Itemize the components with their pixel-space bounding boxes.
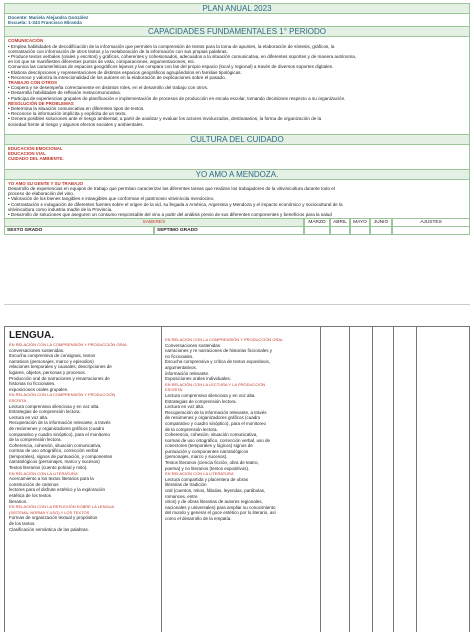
septimo-line: (personajes, marco y sucesos).: [165, 454, 228, 460]
sexto-line: normas de uso ortográfico, corrección verbal: [9, 448, 99, 454]
sexto-line: historias no ficcionales.: [9, 381, 56, 387]
sexto-line: comparativo y cuadro sinóptico), para el monitoreo: [9, 431, 111, 437]
sexto-line: literarios.: [9, 498, 28, 504]
plan-title: PLAN ANUAL 2023: [4, 3, 470, 14]
septimo-line: de la comprensión lectora.: [165, 426, 218, 432]
yo-amo-heading: YO AMO SU GENTE Y SU TRABAJO: [8, 180, 84, 186]
sexto-line: lectores para el disfrute estético y la exploración: [9, 487, 106, 493]
cultura-item: EDUCACION VIAL: [8, 151, 46, 157]
sexto-line: lugares, objetos, personas y procesos.: [9, 369, 87, 375]
sexto-grado-label: SEXTO GRADO: [4, 227, 154, 235]
sexto-line: de los textos.: [9, 521, 36, 526]
sexto-line: estética de los textos: [9, 493, 52, 499]
septimo-line: normas de uso ortográfico, corrección verbal, uso de: [165, 437, 271, 443]
ajustes-header: AJUSTES: [392, 219, 470, 227]
lengua-heading: LENGUA.: [9, 330, 54, 341]
comunicacion-item: Comunica las características de espacios geográficos lejanos y las compara con las del propio espacio (local y regional) a través de diversos soportes digitales.: [8, 64, 334, 70]
septimo-line: poema) y no literarios (textos expositivos).: [165, 465, 250, 471]
sexto-line: relaciones temporales y causales; descripciones de: [9, 364, 112, 370]
cultura-item: CUIDADO DEL AMBIENTE.: [8, 156, 64, 162]
docente-line: Docente: Mariela Alejandra González: [8, 15, 89, 20]
capacidades-title: CAPACIDADES FUNDAMENTALES 1° PERIODO: [4, 27, 470, 37]
yo-amo-list: [8, 186, 466, 217]
septimo-line: de resúmenes y organizadores gráficos (cuadro: [165, 415, 261, 421]
cultura-list: [8, 146, 466, 162]
saberes-header-row: [4, 219, 470, 227]
resolucion-heading: RESOLUCIÓN DE PROBLEMAS: [8, 100, 74, 106]
sexto-line: Escucha comprensiva de consignas, textos: [9, 353, 96, 359]
cultura-title: CULTURA DEL CUIDADO: [4, 135, 470, 145]
septimo-subheading: ESCRITA.: [165, 387, 184, 393]
yo-amo-item: • Desarrollo de soluciones que aseguren un consumo responsable del vino a partir del análisis previo de sus diferentes componentes y beneficios para la salud: [8, 212, 332, 218]
sexto-line: conversaciones sostenidas.: [9, 347, 65, 353]
septimo-line: comparativo y cuadro sinóptico), para el monitoreo: [165, 420, 267, 426]
yo-amo-title: YO AMO A MENDOZA.: [4, 170, 470, 180]
month-junio: JUNIO: [370, 219, 392, 227]
septimo-subheading: EN RELACIÓN CON LA LECTURA Y LA PRODUCCIÓN: [165, 381, 266, 387]
septimo-subheading: EN RELACIÓN CON LA COMPRENSIÓN Y PRODUCCIÓN ORAL: [165, 337, 284, 342]
septimo-line: oral (cuentos, mitos, fábulas, leyendas, parábolas,: [165, 488, 266, 494]
septimo-line: nacionales y universales) para ampliar su conocimiento: [165, 504, 276, 510]
cultura-body: [4, 145, 470, 170]
sexto-line: Producción oral de narraciones y renarraciones de: [9, 375, 110, 381]
sexto-line: Textos literarios (cuento policial y mito).: [9, 465, 88, 471]
septimo-line: Coherencia, cohesión, situación comunicativa,: [165, 432, 258, 438]
sexto-line: Estrategias de comprensión lectora.: [9, 409, 81, 415]
sexto-line: Lectura comprensiva silenciosa y en voz alta.: [9, 403, 100, 409]
sexto-line: construcción de caminos: [9, 481, 59, 487]
septimo-line: literarias de tradición: [165, 482, 207, 488]
septimo-line: Conversaciones sostenidas.: [165, 342, 222, 348]
yo-amo-body: [4, 180, 470, 219]
yo-amo-item: Desarrollo de experiencias en equipos de trabajo que permitan caracterizar las diferentes tareas que realizan los trabajadores de la vitivinicultura durante todo el: [8, 186, 335, 192]
septimo-subheading: EN RELACIÓN CON LA LITERATURA: [165, 471, 234, 477]
septimo-line: del mundo y generar el goce estético por lo literario, así: [165, 510, 276, 516]
sexto-line: Lectura en voz alta.: [9, 414, 49, 420]
sexto-subheading: ESCRITA.: [9, 397, 28, 403]
month-abril: ABRIL: [330, 219, 350, 227]
septimo-line: romances, entre: [165, 493, 198, 499]
saberes-header: SABERES: [4, 219, 304, 227]
comunicacion-item: en los que se manifiesten diferentes puntos de vista, comparaciones, argumentaciones, etc.: [8, 59, 196, 65]
septimo-line: narraciones y re narraciones de historias ficcionales y: [165, 348, 273, 354]
yo-amo-item: vitivinicultura como industria madre de la Provincia.: [8, 206, 113, 212]
month-marzo: MARZO: [304, 219, 330, 227]
sexto-line: Coherencia, cohesión, situación comunicativa,: [9, 442, 102, 448]
grados-row: [4, 227, 470, 235]
yo-amo-item: proceso de elaboración del vino.: [8, 191, 75, 197]
sexto-subheading: (SISTEMA, NORMA Y USO) Y LOS TEXTOS: [9, 509, 90, 515]
trabajo-item: • Participa de experiencias grupales de planificación e implementación de procesos de producción en escala escolar, tomando decisiones respecto a su organización.: [8, 95, 346, 101]
teacher-info: [4, 14, 470, 27]
sexto-line: de la comprensión lectora.: [9, 437, 62, 443]
septimo-line: otros) y de obras literarias de autores regionales,: [165, 499, 263, 505]
trabajo-item: • Coopera y se desempeña correctamente en distintos roles, en el desarrollo del trabajo con otros.: [8, 85, 209, 91]
plan-page-2: [4, 326, 470, 632]
comunicacion-item: • Reconoce y valoriza la intencionalidad de los autores en la elaboración de explicaciones sobre el pasado.: [8, 74, 226, 80]
sexto-line: de resúmenes y organizadores gráficos (cuadro: [9, 425, 105, 431]
sexto-line: Acercamiento a los textos literarios para la: [9, 476, 94, 482]
sexto-line: narrativos (personajes, marco y episodios): [9, 358, 94, 364]
sexto-line: (temporales), signos de puntuación, y componentes: [9, 453, 113, 459]
sexto-subheading: EN RELACIÓN CON LA REFLEXIÓN SOBRE LA LENGUA: [9, 504, 115, 510]
septimo-line: argumentativos.: [165, 364, 198, 370]
comunicacion-heading: COMUNICACIÓN: [8, 38, 44, 44]
trabajo-heading: TRABAJO CON OTROS: [8, 80, 58, 86]
resolucion-item: • Determina la situación comunicativa en diferentes tipos de textos.: [8, 106, 145, 112]
septimo-grado-label: SEPTIMO GRADO: [154, 227, 304, 235]
lengua-table: [4, 326, 470, 632]
septimo-line: Lectura compartida y placentera de obras: [165, 476, 249, 482]
trabajo-list: [8, 85, 466, 101]
septimo-line: Recuperación de la información relevante, a través: [165, 409, 267, 415]
sexto-line: exposiciones orales grupales.: [9, 386, 69, 392]
sexto-line: Clasificación semántica de las palabras.: [9, 526, 90, 532]
septimo-line: información relevante.: [165, 370, 210, 376]
plan-page-1: [4, 0, 470, 305]
septimo-line: puntuación y componentes narratológicos: [165, 448, 249, 454]
yo-amo-item: • Valoración de los bienes tangibles e intangibles que conforman el patrimonio vitivinícola mendocino.: [8, 196, 215, 202]
sexto-line: narratológicos (personajes, marco y sucesos): [9, 459, 100, 465]
sexto-subheading: EN RELACIÓN CON LA COMPRENSIÓN Y PRODUCCIÓN ORAL: [9, 342, 128, 347]
resolucion-list: [8, 106, 466, 127]
septimo-line: no ficcionales.: [165, 353, 194, 359]
comunicacion-list: [8, 44, 466, 80]
sexto-saberes-column: [9, 342, 159, 532]
septimo-line: Textos literarios (ciencia ficción, obra de teatro,: [165, 460, 259, 466]
yo-amo-item: • Contrastación e indagación de diferentes fuentes sobre el origen de la vid, su llegada a América, Argentina y Mendoza y el impacto económico y sociocultural de la: [8, 201, 343, 207]
septimo-line: Escucha comprensiva y crítica de textos expositivos,: [165, 359, 271, 365]
comunicacion-item: • Emplea habilidades de decodificación de la información que permiten la comprensión de textos para la toma de apuntes, la elaboración de síntesis, gráficos, la: [8, 43, 335, 49]
septimo-line: conectores (temporales y lógicos) signos de: [165, 443, 253, 449]
sexto-subheading: EN RELACIÓN CON LA COMPRENSIÓN Y PRODUCCIÓN: [9, 392, 116, 398]
month-mayo: MAYO: [350, 219, 370, 227]
septimo-line: como el desarrollo de la empatía.: [165, 516, 232, 521]
capacidades-body: [4, 37, 470, 134]
resolucion-item: sociedad frente al riesgo y algunos efectos sociales y ambientales.: [8, 121, 144, 127]
comunicacion-item: contrastación con información de otros textos y la reelaboración de la información con sus propias palabras.: [8, 48, 228, 54]
comunicacion-item: • Produce textos verbales (orales y escritos) y gráficos, coherentes y cohesionados, adecuados a la situación comunicativa, en diferentes soportes y de manera autónoma,: [8, 54, 357, 60]
septimo-line: Lectura en voz alta.: [165, 404, 205, 410]
resolucion-item: • Reconoce la información implícita y explícita de un texto.: [8, 111, 127, 117]
trabajo-item: • Desarrolla habilidades de reflexión metacomunicativa.: [8, 90, 121, 96]
septimo-line: Exposiciones orales individuales.: [165, 376, 232, 382]
septimo-line: Estrategias de comprensión lectora.: [165, 398, 237, 404]
comunicacion-item: • Elabora descripciones y representaciones de distintos espacios geográficos agrupándolos en familias tipológicas.: [8, 69, 242, 75]
sexto-subheading: EN RELACIÓN CON LA LITERATURA: [9, 470, 78, 476]
escuela-line: Escuela: 1-343 Francisco Miranda: [8, 20, 82, 26]
sexto-line: Formas de organización textual y propósitos: [9, 515, 98, 521]
septimo-line: Lectura comprensiva silenciosa y en voz alta.: [165, 392, 256, 398]
resolucion-item: • Genera posibles soluciones ante el riesgo ambiental, a partir de analizar y evaluar los actores involucrados, destinatarios, la forma de organización de la: [8, 116, 322, 122]
septimo-saberes-column: [165, 337, 318, 522]
cultura-item: EDUCACIÓN EMOCIONAL: [8, 145, 63, 151]
sexto-line: Recuperación de la información relevante, a través: [9, 420, 111, 426]
